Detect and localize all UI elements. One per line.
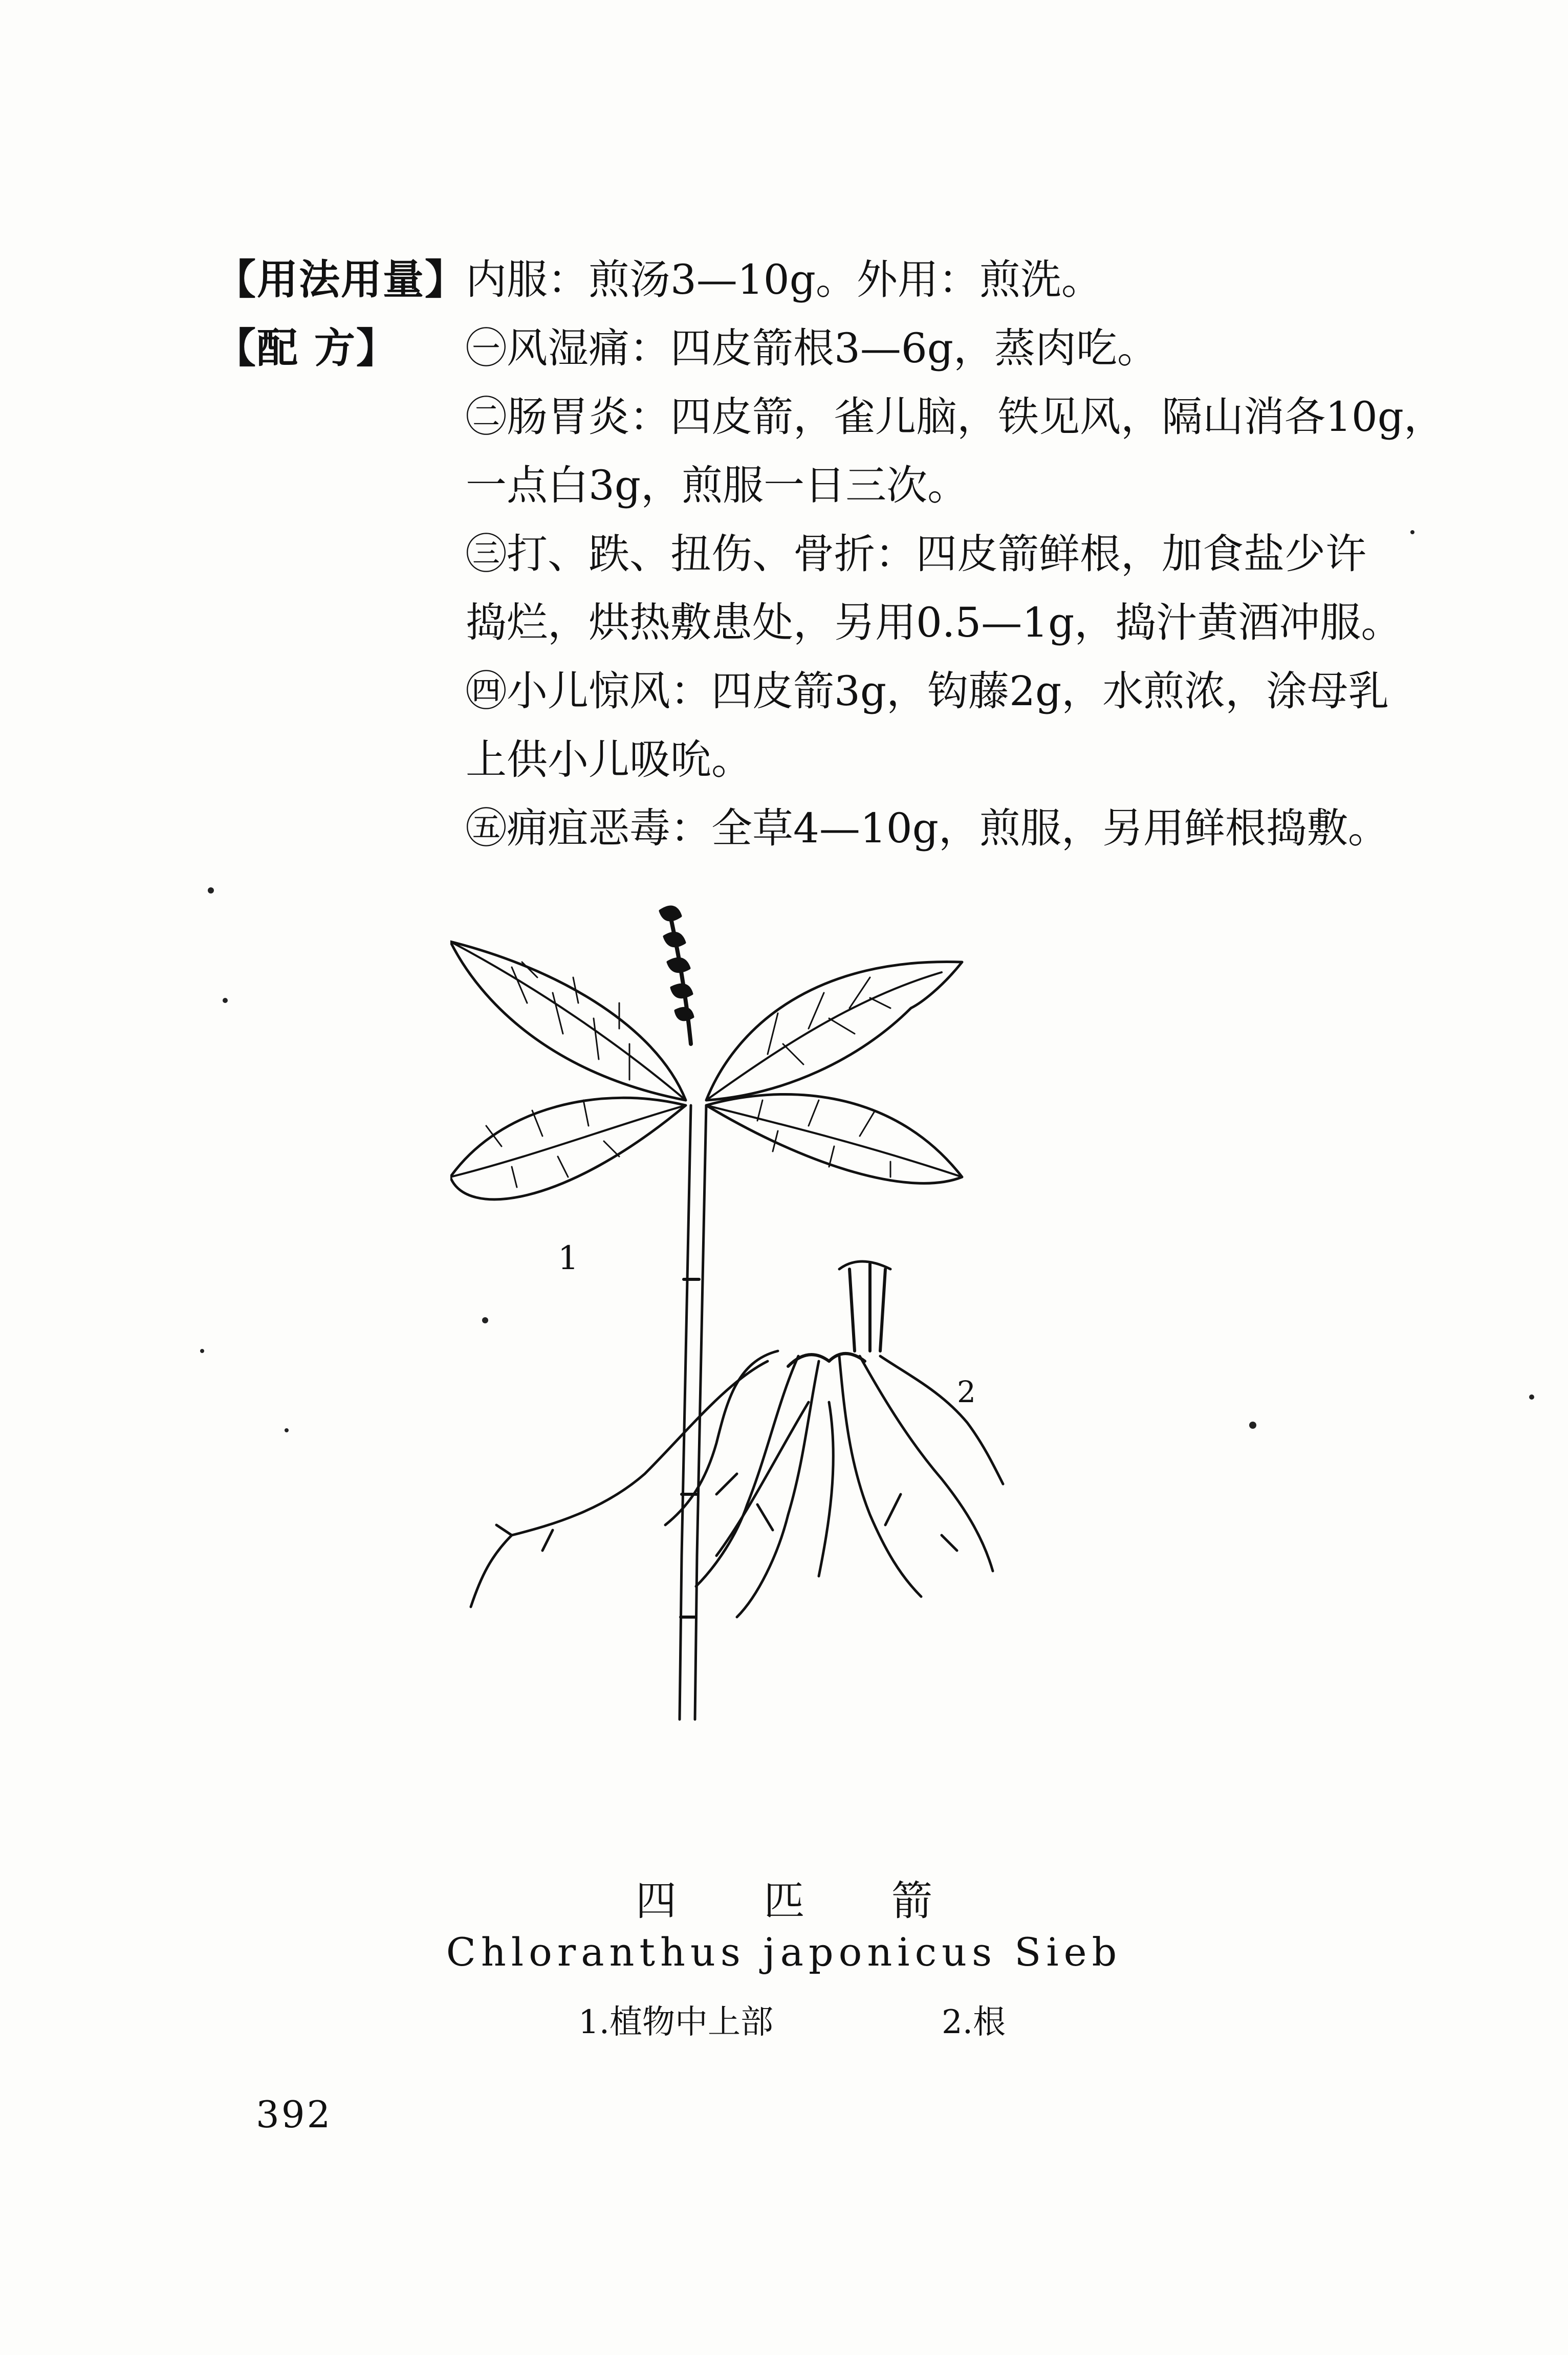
figure-latin-name: Chloranthus japonicus Sieb: [446, 1929, 1122, 1975]
formula-line-8: ㊄痈疽恶毒：全草4—10g，煎服，另用鲜根捣敷。: [466, 804, 1389, 852]
formula-line-3: 一点白3g，煎服一日三次。: [466, 462, 969, 509]
page-number: 392: [256, 2093, 333, 2136]
figure-part-2: 2.根: [942, 2003, 1006, 2041]
figure-label-1: 1: [558, 1239, 579, 1277]
usage-label: 【用法用量】: [215, 256, 467, 303]
formula-label: 【配 方】: [215, 324, 398, 372]
formula-line-1: ㊀风湿痛：四皮箭根3—6g，蒸肉吃。: [466, 324, 1159, 372]
formula-line-6: ㊃小儿惊风：四皮箭3g，钩藤2g，水煎浓，涂母乳: [466, 667, 1389, 715]
formula-line-5: 捣烂，烘热敷患处，另用0.5—1g，捣汁黄酒冲服。: [466, 599, 1402, 646]
usage-text: 内服：煎汤3—10g。外用：煎洗。: [466, 256, 1102, 303]
formula-line-7: 上供小儿吸吮。: [466, 736, 752, 783]
figure-label-2: 2: [957, 1375, 976, 1409]
formula-line-2: ㊁肠胃炎：四皮箭，雀儿脑，铁见风，隔山消各10g，: [466, 393, 1445, 441]
figure-part-1: 1.植物中上部: [578, 2003, 774, 2041]
figure-title: 四匹箭: [636, 1877, 1019, 1925]
formula-line-4: ㊂打、跌、扭伤、骨折：四皮箭鲜根，加食盐少许: [466, 530, 1366, 578]
